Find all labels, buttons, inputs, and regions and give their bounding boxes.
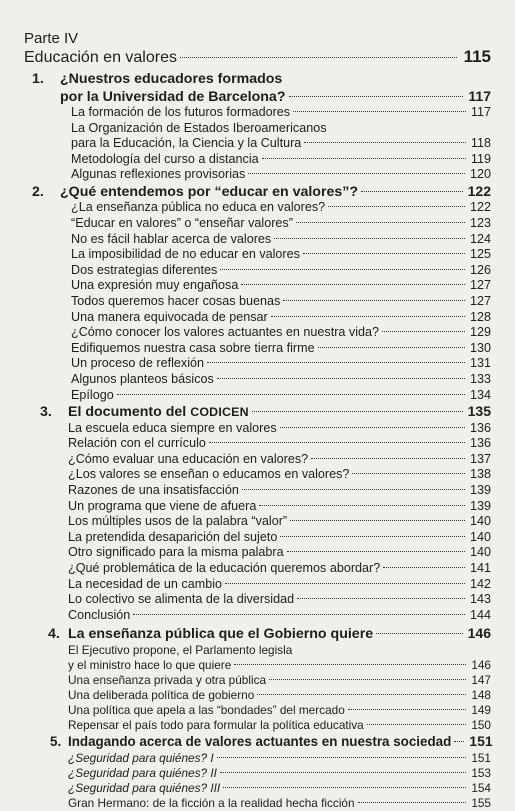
toc-entry: Los múltiples usos de la palabra “valor” 140 [68, 514, 491, 529]
chapter-number: 5. [50, 734, 62, 750]
chapter-title-line: ¿Qué entendemos por “educar en valores”? [60, 183, 359, 200]
toc-entry: Lo colectivo se alimenta de la diversidad 143 [68, 592, 491, 607]
toc-entry: Razones de una insatisfacción 139 [68, 483, 491, 498]
toc-entry: Todos queremos hacer cosas buenas 127 [71, 294, 491, 309]
chapter-3 [40, 403, 491, 623]
chapter-number: 2. [32, 183, 44, 200]
dot-leader [289, 96, 464, 97]
chapter-2 [32, 183, 491, 403]
toc-entry: ¿Qué problemática de la educación queremos abordar? 141 [68, 561, 491, 576]
chapter-page-number: 122 [467, 182, 491, 199]
toc-entry: Conclusión 144 [68, 607, 491, 622]
part-page-number: 115 [463, 47, 491, 66]
dot-leader [180, 57, 457, 58]
part-label: Parte IV [24, 30, 79, 47]
toc-entry: La necesidad de un cambio 142 [68, 576, 491, 591]
chapter-page-number: 117 [468, 87, 491, 104]
codicen-acronym: CODICEN [190, 405, 249, 420]
chapter-number: 1. [32, 71, 44, 87]
chapter-heading [32, 71, 491, 105]
chapter-4 [48, 625, 491, 733]
chapter-heading [50, 733, 491, 751]
chapter-title-line: ¿Nuestros educadores formados [60, 71, 283, 87]
toc-entry: ¿Cómo evaluar una educación en valores? 137 [68, 451, 491, 466]
toc-entry: Epílogo 134 [71, 387, 491, 402]
toc-entry: Otro significado para la misma palabra 140 [68, 545, 491, 560]
toc-entry: Gran Hermano: de la ficción a la realidad hecha ficción 155 [68, 796, 491, 811]
toc-entry: Un proceso de reflexión 131 [71, 356, 491, 371]
toc-entry: ¿Cómo conocer los valores actuantes en nuestra vida? 129 [71, 325, 491, 340]
toc-entry: La Organización de Estados Iberoamericanos para la Educación, la Ciencia y la Cultura 118 [71, 120, 491, 151]
toc-entry: La imposibilidad de no educar en valores 125 [71, 247, 491, 262]
toc-entry: Edifiquemos nuestra casa sobre tierra firme 130 [71, 340, 491, 355]
toc-entry: Una manera equivocada de pensar 128 [71, 309, 491, 324]
toc-entry: ¿La enseñanza pública no educa en valores? 122 [71, 200, 491, 215]
toc-entry: El Ejecutivo propone, el Parlamento legisla y el ministro hace lo que quiere 146 [68, 642, 491, 672]
chapter-page-number: 146 [467, 625, 491, 642]
dot-leader [376, 633, 463, 634]
toc-entry: ¿Seguridad para quiénes? II 153 [68, 766, 491, 781]
toc-entry: La formación de los futuros formadores 117 [71, 105, 491, 119]
toc-entry: ¿Los valores se enseñan o educamos en valores? 138 [68, 467, 491, 482]
chapter-title-line: El documento del CODICEN [68, 404, 249, 421]
chapter-number: 3. [40, 404, 52, 421]
part-title-row [24, 47, 491, 67]
toc-entry: Metodología del curso a distancia 119 [71, 151, 491, 166]
dot-leader [361, 191, 463, 192]
chapter-title-line: Indagando acerca de valores actuantes en nuestra sociedad [68, 734, 452, 750]
toc-entry: Algunos planteos básicos 133 [71, 372, 491, 386]
toc-entry: La pretendida desaparición del sujeto 140 [68, 529, 491, 544]
toc-entry: Algunas reflexiones provisorias 120 [71, 167, 491, 182]
chapter-heading [40, 403, 491, 421]
toc-entry: No es fácil hablar acerca de valores 124 [71, 231, 491, 246]
chapter-1 [32, 71, 491, 183]
chapter-page-number: 151 [469, 733, 493, 750]
toc-entry: Una enseñanza privada y otra pública 147 [68, 673, 491, 688]
toc-entry: ¿Seguridad para quiénes? III 154 [68, 781, 491, 796]
toc-entry: Una deliberada política de gobierno 148 [68, 688, 491, 703]
chapter-5 [50, 733, 491, 811]
toc-entry: ¿Seguridad para quiénes? I 151 [68, 750, 491, 765]
toc-entry: “Educar en valores” o “enseñar valores” 123 [71, 216, 491, 231]
toc-entry: Repensar el país todo para formular la política educativa 150 [68, 718, 491, 733]
toc-entry: Una política que apela a las “bondades” del mercado 149 [68, 703, 491, 718]
chapter-title-line: La enseñanza pública que el Gobierno quiere [68, 626, 374, 643]
chapter-page-number: 135 [467, 403, 491, 420]
chapter-number: 4. [48, 626, 60, 643]
toc-entry: Dos estrategias diferentes 126 [71, 262, 491, 277]
toc-entry: Relación con el currículo 136 [68, 436, 491, 451]
part-title: Educación en valores [24, 49, 177, 66]
chapter-title-line: por la Universidad de Barcelona? [60, 88, 286, 105]
chapter-heading [32, 183, 491, 201]
toc-entry: Una expresión muy engañosa 127 [71, 278, 491, 293]
dot-leader [454, 741, 464, 742]
dot-leader [252, 411, 463, 412]
toc-entry: Un programa que viene de afuera 139 [68, 498, 491, 513]
toc-entry: La escuela educa siempre en valores 136 [68, 420, 491, 435]
chapter-heading [48, 625, 491, 643]
